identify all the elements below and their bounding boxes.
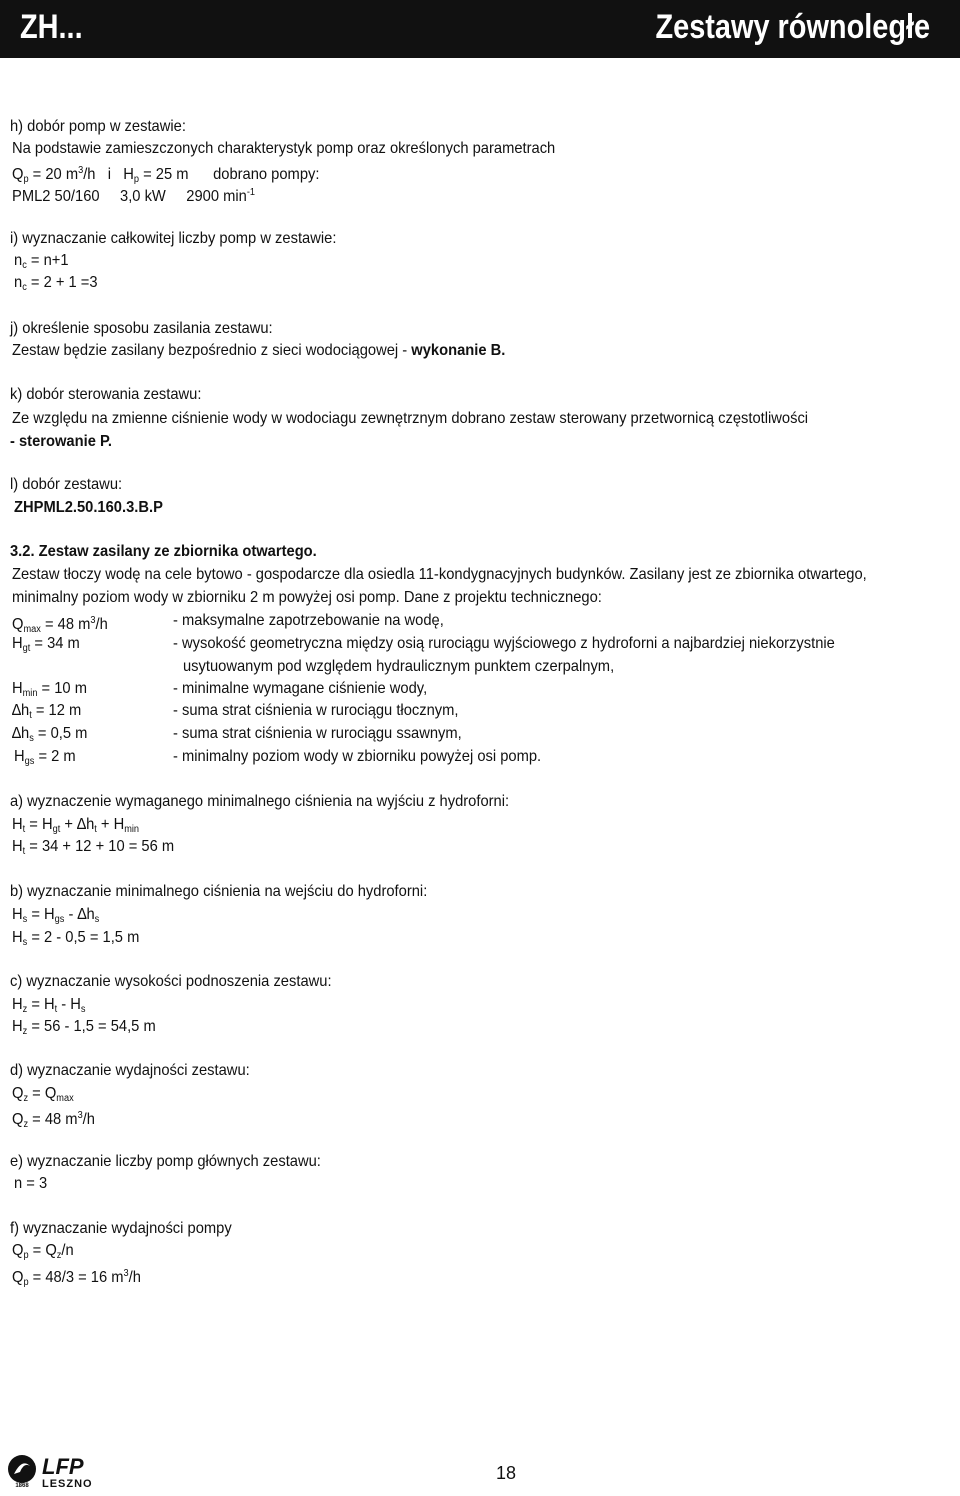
calc-e-formula: n = 3 bbox=[14, 1175, 48, 1192]
param-dhs: $\Delta h_s = 0,5$ m bbox=[12, 725, 88, 744]
calc-b-heading: b) wyznaczanie minimalnego ciśnienia na wejściu do hydroforni: bbox=[10, 883, 428, 900]
section-para-1: Zestaw tłoczy wodę na cele bytowo - gospodarcze dla osiedla 11-kondygnacyjnych budynków. Zasilany jest ze zbiornika otwartego, bbox=[12, 566, 867, 583]
section-j-heading: j) określenie sposobu zasilania zestawu: bbox=[10, 320, 273, 337]
param-hmin: $H_{min} = 10$ m bbox=[12, 680, 87, 699]
section-i-eq2: $n_c = 2 + 1 =3$ bbox=[14, 274, 98, 293]
logo-text: LFP bbox=[42, 1454, 84, 1479]
param-qmax: $Q_{max} = 48$ $m^3/h$ bbox=[12, 615, 108, 635]
param-dhs-desc: - suma strat ciśnienia w rurociągu ssawnym, bbox=[173, 725, 462, 742]
calc-a-result: $H_t = 34 + 12 + 10 = 56$ m bbox=[12, 838, 175, 857]
section-title: 3.2. Zestaw zasilany ze zbiornika otwartego. bbox=[10, 543, 317, 560]
param-qmax-desc: - maksymalne zapotrzebowanie na wodę, bbox=[173, 612, 444, 629]
calc-a-heading: a) wyznaczenie wymaganego minimalnego ciśnienia na wyjściu z hydroforni: bbox=[10, 793, 510, 810]
calc-c-formula: $H_z = H_t - H_s$ bbox=[12, 996, 86, 1015]
calc-b-formula: $H_s = H_{gs} - \Delta h_s$ bbox=[12, 906, 100, 925]
section-h-params: $Q_p = 20$ $m^3/h$ i $H_p = 25$ m dobrano pompy: bbox=[12, 165, 320, 185]
section-k-bold: - sterowanie P. bbox=[10, 433, 112, 450]
param-hgt: $H_{gt} = 34$ m bbox=[12, 635, 80, 654]
section-i-heading: i) wyznaczanie całkowitej liczby pomp w zestawie: bbox=[10, 230, 337, 247]
section-h-pump: PML2 50/160 3,0 kW 2900 $\min^{-1}$ bbox=[12, 187, 256, 205]
logo-emblem bbox=[8, 1455, 36, 1483]
header-right-title: Zestawy równoległe bbox=[655, 8, 930, 46]
calc-c-heading: c) wyznaczanie wysokości podnoszenia zestawu: bbox=[10, 973, 332, 990]
param-hgs-desc: - minimalny poziom wody w zbiorniku powyżej osi pomp. bbox=[173, 748, 542, 765]
section-h-heading: h) dobór pomp w zestawie: bbox=[10, 118, 186, 135]
lfp-logo bbox=[6, 1452, 132, 1490]
header-left-title: ZH... bbox=[20, 8, 83, 46]
page-header bbox=[0, 0, 960, 58]
section-h-text: Na podstawie zamieszczonych charakterystyk pomp oraz określonych parametrach bbox=[12, 140, 556, 157]
calc-d-heading: d) wyznaczanie wydajności zestawu: bbox=[10, 1062, 250, 1079]
calc-e-heading: e) wyznaczanie liczby pomp głównych zestawu: bbox=[10, 1153, 321, 1170]
param-dht-desc: - suma strat ciśnienia w rurociągu tłocznym, bbox=[173, 702, 459, 719]
calc-f-formula: $Q_p = Q_z/n$ bbox=[12, 1242, 74, 1261]
section-para-2: minimalny poziom wody w zbiorniku 2 m powyżej osi pomp. Dane z projektu technicznego: bbox=[12, 589, 602, 606]
section-k-heading: k) dobór sterowania zestawu: bbox=[10, 386, 202, 403]
calc-c-result: $H_z = 56 - 1,5 = 54,5$ m bbox=[12, 1018, 156, 1037]
param-hgs: $H_{gs} = 2$ m bbox=[14, 748, 76, 767]
param-dht: $\Delta h_t = 12$ m bbox=[12, 702, 82, 721]
section-l-heading: l) dobór zestawu: bbox=[10, 476, 123, 493]
param-hgt-desc: - wysokość geometryczna między osią rurociągu wyjściowego z hydroforni a najbardziej niekorzystnie bbox=[173, 635, 835, 652]
param-hgt-desc-2: usytuowanym pod względem hydraulicznym punktem czerpalnym, bbox=[183, 658, 615, 675]
page-number: 18 bbox=[496, 1463, 517, 1483]
calc-d-result: $Q_z = 48$ $m^3/h$ bbox=[12, 1110, 95, 1130]
section-i-eq1: $n_c = n+1$ bbox=[14, 252, 69, 271]
calc-d-formula: $Q_z = Q_{max}$ bbox=[12, 1085, 74, 1104]
section-l-code: ZHPML2.50.160.3.B.P bbox=[14, 499, 163, 516]
calc-f-result: $Q_p = 48/3 = 16$ $m^3/h$ bbox=[12, 1268, 141, 1288]
logo-subtext: LESZNO bbox=[42, 1478, 93, 1490]
calc-a-formula: $H_t = H_{gt} + \Delta h_t + H_{min}$ bbox=[12, 816, 140, 835]
calc-f-heading: f) wyznaczanie wydajności pompy bbox=[10, 1220, 232, 1237]
section-k-text: Ze względu na zmienne ciśnienie wody w wodociagu zewnętrznym dobrano zestaw sterowany przetwornicą częstotliwości bbox=[12, 410, 809, 427]
calc-b-result: $H_s = 2 - 0,5 = 1,5$ m bbox=[12, 929, 140, 948]
section-j-text: Zestaw będzie zasilany bezpośrednio z sieci wodociągowej - wykonanie B. bbox=[12, 342, 506, 359]
logo-year: 1868 bbox=[15, 1483, 29, 1489]
param-hmin-desc: - minimalne wymagane ciśnienie wody, bbox=[173, 680, 428, 697]
